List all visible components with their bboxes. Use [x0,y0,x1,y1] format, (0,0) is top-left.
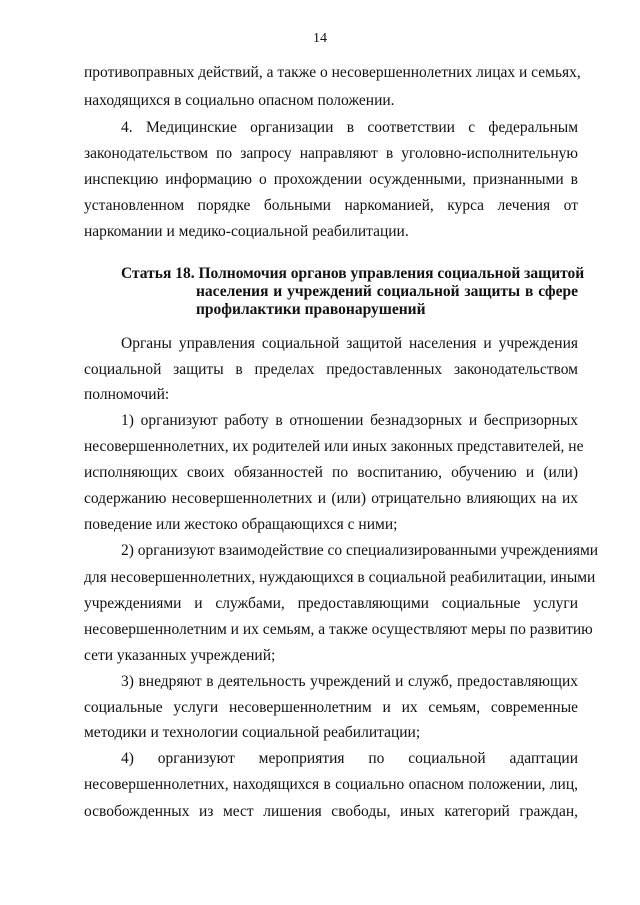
text-line: 4. Медицинские организации в соответствии с федеральным [121,119,578,136]
text-line: социальной защиты в пределах предоставленных законодательством [84,361,578,378]
text-line: несовершеннолетних, их родителей или иных законных представителей, не [84,438,584,455]
text-line: социальные услуги несовершеннолетним и их семьям, современные [84,699,578,716]
text-line: полномочий: [84,386,170,403]
text-line: 3) внедряют в деятельность учреждений и служб, предоставляющих [121,673,578,690]
text-line: освобожденных из мест лишения свободы, иных категорий граждан, [84,803,578,820]
text-line: наркомании и медико-социальной реабилитации. [84,223,409,240]
text-line: учреждениями и службами, предоставляющими социальные услуги [84,595,578,612]
text-line: находящихся в социально опасном положении. [84,92,395,109]
text-line: 2) организуют взаимодействие со специализированными учреждениями [121,542,599,559]
text-line: 4) организуют мероприятия по социальной адаптации [121,750,578,767]
text-line: исполняющих своих обязанностей по воспитанию, обучению и (или) [84,464,578,481]
text-line: несовершеннолетним и их семьям, а также осуществляют меры по развитию [84,621,593,638]
page-number: 14 [313,31,327,46]
article-heading-line: Статья 18. Полномочия органов управления социальной защитой [121,265,585,282]
text-line: сети указанных учреждений; [84,647,276,664]
text-line: Органы управления социальной защитой населения и учреждения [121,335,578,352]
article-heading-line: населения и учреждений социальной защиты в сфере [196,283,578,300]
text-line: установленном порядке больными наркоманией, курса лечения от [84,197,578,214]
text-line: законодательством по запросу направляют в уголовно-исполнительную [84,145,578,162]
text-line: для несовершеннолетних, нуждающихся в социальной реабилитации, иными [84,569,596,586]
text-line: поведение или жестоко обращающихся с ними; [84,516,398,533]
text-line: методики и технологии социальной реабилитации; [84,724,421,741]
article-heading-line: профилактики правонарушений [196,301,426,318]
text-line: инспекцию информацию о прохождении осужденными, признанными в [84,171,578,188]
text-line: 1) организуют работу в отношении безнадзорных и беспризорных [121,412,578,429]
text-line: противоправных действий, а также о несовершеннолетних лицах и семьях, [84,64,581,81]
text-line: несовершеннолетних, находящихся в социально опасном положении, лиц, [84,776,578,793]
text-line: содержанию несовершеннолетних и (или) отрицательно влияющих на их [84,490,578,507]
